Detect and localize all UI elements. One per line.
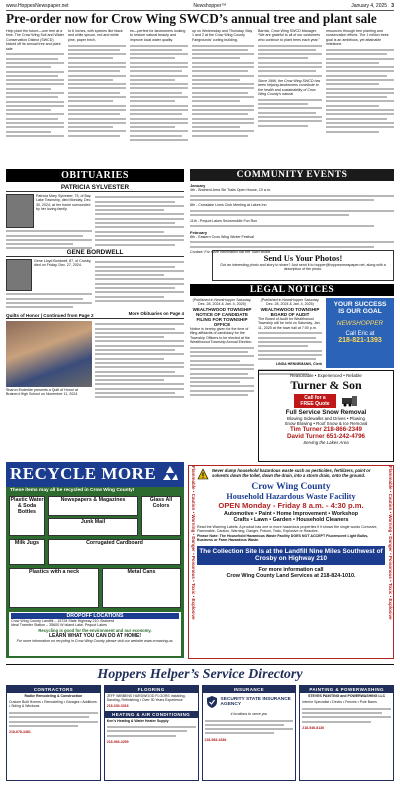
event-item: 8th - Crosslake Lions Club Meeting at Lakes Inn <box>190 203 267 208</box>
service-directory <box>6 664 394 788</box>
legal-text: The Board of Audit for Wealthwood Township will be held on Saturday, Jan. 11, 2025 at the town hall at 7:00 p.m. <box>258 316 321 330</box>
shield-icon <box>205 695 219 709</box>
hazard-accepted-2: Crafts • Lawn • Garden • Household Cleaners <box>233 517 349 523</box>
recycle-item-metal-cans <box>102 568 181 608</box>
recycle-item-junk-mail <box>48 518 138 536</box>
legal-text: Notice is hereby given for the time of filing affidavits of candidacy for the Township Officers to be elected at the Wealthwood Township Annual Election. <box>190 326 253 345</box>
turner-area: Serving the Lakes Area <box>303 440 349 445</box>
turner-tagline: Reasonable • Experienced • Reliable <box>290 373 362 378</box>
recycle-label: Junk Mail <box>80 519 106 525</box>
turner-phone-tim[interactable]: Tim Turner 218-866-2349 <box>290 426 362 433</box>
article-column-6 <box>326 29 394 166</box>
recycle-label: Corrugated Cardboard <box>86 540 143 546</box>
hazard-note: Read the Warning Labels: A product has one or more hazardous properties if it shows the single words Corrosive, Flammable, Caution, Warning, Danger, Poison, Toxic, Explosive or Reactive. <box>197 525 378 534</box>
directory-business-name: Radke Remodeling & Construction <box>24 694 83 698</box>
obituary-text: Patricia Mary Sylvester, 75, of Bay Lake Township, died Monday, Dec. 30, 2024, at her home surrounded by her loving family. <box>36 194 92 212</box>
event-item: 8th - Eastern Crow Wing Winter Festival <box>190 234 254 239</box>
send-photos-box <box>212 250 394 281</box>
turner-ad[interactable] <box>258 370 394 462</box>
event-item: 11th - Pequot Lakes Snowmobile Fun Run <box>190 218 258 223</box>
quilts-caption: Sharon Enderlde presents a Quilt of Honor at Brainerd High School on November 11, 2024. <box>6 388 79 397</box>
directory-phone[interactable]: 218-678-3481 <box>9 730 31 735</box>
masthead: Newshopper™ <box>193 3 227 9</box>
turner-service: Full Service Snow Removal <box>285 409 367 416</box>
directory-phone[interactable]: 218-546-8136 <box>302 725 325 730</box>
obituary-text: Gene Lloyd Bordwell, 87, of Crosby, died on Friday, Dec. 27, 2024. <box>34 259 92 268</box>
quilts-article <box>6 313 184 415</box>
ad-phone[interactable]: 218-821-1393 <box>338 337 382 344</box>
recycle-label: Metal Cans <box>127 569 156 575</box>
recycle-section <box>6 462 184 658</box>
recycle-item-glass <box>141 496 181 536</box>
turner-detail-2: Snow Blowing • Roof Snow & Ice Removal <box>284 421 368 426</box>
directory-flooring <box>104 685 199 781</box>
hazardous-waste-section <box>188 465 394 659</box>
article-column-1 <box>6 29 64 166</box>
recycle-banner: RECYCLE MORE <box>10 464 157 483</box>
directory-business-text: Custom Built Homes • Remodeling • Garages • Additions • Siding & Windows <box>9 700 97 709</box>
turner-phone-david[interactable]: David Turner 651-242-4796 <box>287 433 365 440</box>
obituary-photo <box>6 194 34 228</box>
directory-business-name: SECURITY STATE INSURANCE AGENCY <box>220 696 291 707</box>
recycle-footer-1: Recycling is good for the environment and our economy. <box>38 627 152 633</box>
community-events-banner: COMMUNITY EVENTS <box>190 169 394 181</box>
hazard-location: The Collection Site is at the Landfill Nine Miles Southwest of Crosby on Highway 210 <box>197 546 385 565</box>
hazard-title-2: Household Hazardous Waste Facility <box>226 492 356 501</box>
directory-phone[interactable]: 218-963-4259 <box>106 740 129 744</box>
directory-business-name: Ken’s Heating & Water Heater Supply <box>106 718 169 723</box>
article-text-4: up on Wednesday and Thursday, May 1 and 2 at the Crow Wing County Fairgrounds’ curling building. <box>192 29 253 42</box>
dropoff-location: Ideal Transfer Station – 35600 W Island Lake, Pequot Lakes <box>11 623 107 628</box>
turner-detail: Blowing Sidewalks and Drives • Plowing <box>287 416 365 421</box>
newshopper-ad[interactable] <box>326 298 394 368</box>
dropoff-location: Crow Wing County Landfill – 15728 State Highway 210, Brainerd <box>11 619 115 623</box>
recycle-subtitle: These items may all be recycled in Crow Wing County! <box>10 488 135 493</box>
page-header <box>6 3 394 11</box>
directory-business-name: STEVES PAINTING and POWERWASHING LLC <box>308 694 386 698</box>
send-photos-title: Send Us Your Photos! <box>263 253 343 263</box>
hazard-note-2: Please Note: The Household Hazardous Waste Facility DOES NOT ACCEPT Fluorescent Light Bulbs, Business or Farm Hazardous Waste. <box>197 533 369 543</box>
obituary-sylvester <box>6 184 184 248</box>
directory-title: Hoppers Helper’s Service Directory <box>97 667 303 682</box>
recycle-label: Glass All Colors <box>149 497 173 509</box>
hazard-accepted: Automotive • Paint • Home Improvement • Workshop <box>223 511 359 517</box>
obituaries-banner: OBITUARIES <box>6 169 184 182</box>
hazard-border-right: Flammable • Caution • Warning • Danger • Poisonous • Toxic • Explosive <box>388 466 393 620</box>
directory-contractors <box>6 685 101 781</box>
article-column-2 <box>68 29 126 166</box>
legal-notice-1 <box>190 298 254 422</box>
recycle-item-plastics-neck <box>9 568 99 608</box>
community-events-list <box>190 183 394 254</box>
warning-icon <box>197 468 209 480</box>
obituary-name: PATRICIA SYLVESTER <box>6 184 184 192</box>
obituary-name: GENE BORDWELL <box>6 249 184 257</box>
ad-line-1: YOUR SUCCESS <box>333 301 387 308</box>
directory-phone[interactable]: 218-330-3316 <box>106 704 129 709</box>
dropoff-title: DROPOFF LOCATIONS <box>11 613 179 619</box>
article-text-6: resources through tree planting and conservation efforts. The 1 million trees goal is an ambitious, yet attainable milestone. <box>326 29 389 47</box>
more-obituaries-link[interactable]: More Obituaries on Page 4 <box>128 311 184 317</box>
website-link[interactable]: www.HoppesNewspaper.net <box>6 3 69 9</box>
directory-heading: INSURANCE <box>203 686 296 693</box>
article-column-4 <box>192 29 254 166</box>
directory-heading: FLOORING <box>105 686 198 693</box>
recycle-label: Plastic Water & Soda Bottles <box>10 497 44 515</box>
date-text: January 4, 2025 <box>351 3 388 9</box>
article-pullquote: Since 1996, the Crow Wing SWCD has been helping landowners contribute to the health and sustainability of Crow Wing County’s natural <box>258 78 321 97</box>
recycle-item-plastic-bottles <box>9 496 45 536</box>
recycle-footer-3[interactable]: For more information on recycling in Crow Wing County please visit our website www.crowwing.us. <box>16 638 174 643</box>
recycle-item-newspapers <box>48 496 138 516</box>
legal-publication: (Published in NewsHopper Saturday, Dec. 28, 2024 & Jan. 4, 2025) <box>192 298 252 307</box>
quilts-title: Quilts of Honor | Continued from Page 2 <box>6 313 184 319</box>
events-month: January <box>190 183 206 188</box>
events-month: February <box>190 229 208 235</box>
turner-callfor: Call for a FREE Quote <box>294 394 336 408</box>
directory-insurance <box>202 685 297 781</box>
article-lead: Help plant the future—one tree at a time. The Crow Wing Soil and Water Conservation District (SWCD) kicked off its annual tree and plant sale <box>6 29 64 51</box>
recycle-label: Newspapers & Magazines <box>60 497 126 503</box>
recycle-label: Plastics with a neck <box>28 569 80 575</box>
recycle-footer-2: LEARN WHAT YOU CAN DO AT HOME! <box>48 632 142 639</box>
obituary-photo <box>6 259 32 291</box>
main-headline: Pre-order now for Crow Wing SWCD’s annual tree and plant sale <box>6 11 377 26</box>
hazard-title-1: Crow Wing County <box>251 482 331 492</box>
directory-painting <box>299 685 394 781</box>
legal-publication: (Published in NewsHopper Saturday, Dec. 28, 2024 & Jan. 4, 2025) <box>260 298 320 307</box>
article-text-5: Barrick, Crow Wing SWCD Manager. “We are grateful to all of our customers who continue to plant trees each year.” <box>258 29 321 42</box>
turner-name: Turner & Son <box>290 378 362 392</box>
directory-heading: CONTRACTORS <box>7 686 100 693</box>
article-column-3 <box>130 29 188 166</box>
article-text-3: es—perfect for landowners looking to restore natural beauty and improve local water quality. <box>130 29 186 42</box>
dropoff-locations <box>9 612 181 656</box>
send-photos-body: Got an interesting photo and story to share? Just send it to hopper@hoppesnewspaper.net, along with a description of the photo. <box>220 263 386 272</box>
directory-business-text: 4 locations to serve you <box>230 712 268 716</box>
events-contact: Contact: For more information call the Town Board <box>190 249 271 254</box>
recycle-item-milk-jugs <box>9 539 45 565</box>
legal-title: WEALTHWOOD TOWNSHIP BOARD OF AUDIT <box>260 306 320 317</box>
directory-heading: HEATING & AIR CONDITIONING <box>105 711 198 718</box>
legal-notices-banner: LEGAL NOTICES <box>190 284 394 296</box>
directory-business-text: JEFF WIBBENS HARDWOOD FLOORS Installing, Sanding, Refinishing • Over 30 Years Experience <box>106 694 186 703</box>
legal-title: WEALTHWOOD TOWNSHIP NOTICE OF CANDIDATE FILING FOR TOWNSHIP OFFICE <box>192 306 252 327</box>
snowplow-icon <box>340 395 358 407</box>
hazard-info: For more information call <box>258 566 324 573</box>
ad-line-2: IS OUR GOAL <box>338 308 382 315</box>
hazard-hours: OPEN Monday - Friday 8 a.m. - 4:30 p.m. <box>218 501 364 510</box>
hazard-border-left: Flammable • Caution • Warning • Danger • Poisonous • Toxic • Explosive <box>191 466 196 620</box>
recycle-label: Milk Jugs <box>14 540 40 546</box>
recycle-item-cardboard <box>48 539 181 565</box>
article-column-5 <box>258 29 322 166</box>
directory-business-text: Interior Specialist • Decks • Fences • Pole Barns <box>302 700 377 705</box>
hazard-notice: Never dump household hazardous waste such as pesticides, fertilizers, paint or solvents down the toilet, down the drain, into a storm drain, onto the ground. <box>212 468 371 478</box>
quilts-photo <box>6 321 92 387</box>
article-text-2: to 6 inches, with species like black and white spruce, red and white pine, paper birch, <box>68 29 123 42</box>
legal-signature: LINDA HENNEMANN, Clerk <box>275 362 322 367</box>
ad-brand: NEWSHOPPER <box>336 320 384 327</box>
hazard-phone[interactable]: Crow Wing County Land Services at 218-824-1010. <box>226 572 356 579</box>
directory-heading: PAINTING & POWERWASHING <box>300 686 393 693</box>
event-item: 4th - Brainerd Area Ski Trails Open House, 10 a.m. <box>190 188 271 192</box>
recycle-icon <box>160 464 180 484</box>
directory-phone[interactable]: 218-963-4336 <box>204 737 227 742</box>
ad-cta: Call Eric at <box>345 331 375 337</box>
issue-date <box>351 3 394 10</box>
page-number: 3 <box>391 3 394 9</box>
